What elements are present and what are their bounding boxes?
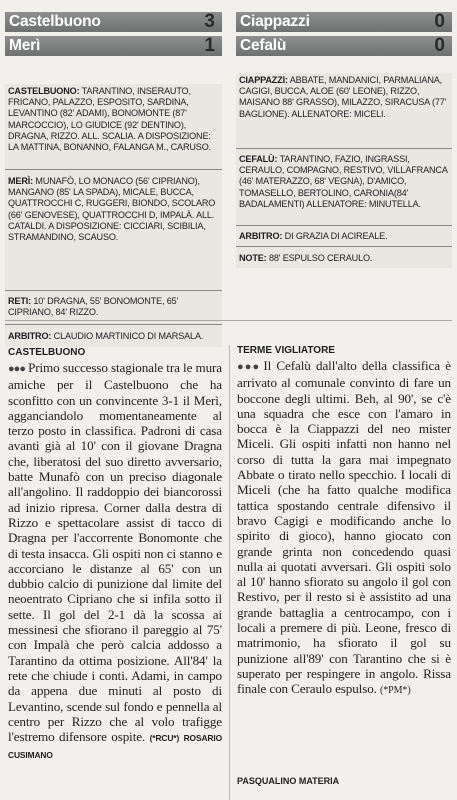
article-location: TERME VIGLIATORE	[237, 345, 335, 356]
home-score-row	[236, 12, 452, 33]
referee-label: ARBITRO:	[239, 231, 283, 241]
home-lineup-box	[236, 73, 452, 148]
home-team-name: Castelbuono	[9, 13, 101, 30]
article-location: CASTELBUONO	[8, 347, 86, 358]
away-team-name: Cefalù	[240, 37, 287, 54]
referee-text: CLAUDIO MARTINICO DI MARSALA.	[53, 331, 204, 341]
away-lineup-box	[236, 149, 452, 225]
left-article-body	[8, 360, 222, 764]
lineup-text: TARANTINO, INSERAUTO, FRICANO, PALAZZO, ESPOSITO, SARDINA, LEVANTINO (82' ADAMI), BONOMONTE (87' MARCOCCIO), LO GIUDICE (92' DENTINO), DRAGNA, RIZZO. ALL. SCALIA. A DISPOSIZIONE: LA MATTINA, BONANNO, FALANGA M., CARUSO.	[8, 86, 212, 153]
home-score-row	[5, 12, 222, 33]
referee-box	[236, 226, 452, 246]
home-lineup-box	[5, 84, 222, 169]
bullet-dots-icon: ●●●	[237, 361, 261, 373]
article-author: PASQUALINO MATERIA	[237, 776, 340, 786]
home-team-name: Ciappazzi	[240, 13, 310, 30]
referee-label: ARBITRO:	[8, 331, 52, 341]
section-divider	[5, 320, 452, 321]
away-score-row	[236, 36, 452, 57]
article-text: Il Cefalù dall'alto della classifica è arrivato al comunale convinto di fare un boccone degli ultimi. Beh, al 90', se c'è una squadra che esce con l'amaro in bocca è la Ciappazzi del neo mister Miceli. Gli ospiti infatti non hanno nel corso di tutta la gara mai impegnato Abbate o tirato nello specchio. I locali di Miceli (che ha fatto qualche modifica tattica spostando centrale difensivo il bravo Cagigi e modificando anche lo spirito di gioco), hanno giocato con grande grinta non concedendo quasi nulla ai quotati avversari. Gli ospiti solo al 10' hanno sfiorato su angolo il gol con Restivo, per il resto si è assistito ad una grande battaglia a centrocampo, con i locali a premere di più. Leone, fresco di matrimonio, ha sfiorato il gol su punizione all'89' con Tarantino che si è superato per respingere in angolo. Rissa finale con Ceraulo espulso.	[237, 358, 451, 697]
away-team-score: 1	[204, 35, 215, 56]
lineup-label: CASTELBUONO:	[8, 86, 80, 96]
article-author: ROSARIO CUSIMANO	[8, 733, 222, 761]
lineup-label: CEFALÙ:	[239, 154, 278, 164]
lineup-label: MERÌ:	[8, 176, 34, 186]
notes-text: 88' ESPULSO CERAULO.	[268, 253, 373, 263]
away-score-row	[5, 36, 222, 57]
away-lineup-box	[5, 170, 222, 290]
goals-text: 10' DRAGNA, 55' BONOMONTE, 65' CIPRIANO, 84' RIZZO.	[8, 296, 179, 318]
lineup-text: ABBATE, MANDANICI, PARMALIANA, CAGIGI, BUCCA, ALOE (60' LEONE), RIZZO, MAISANO 88' GRASSO), MILAZZO, SIRACUSA (77' BAGLIONE). ALLENATORE: MICELI.	[239, 75, 447, 119]
away-team-score: 0	[434, 35, 445, 56]
column-divider	[229, 345, 230, 800]
goals-label: RETI:	[8, 296, 31, 306]
lineup-label: CIAPPAZZI:	[239, 75, 288, 85]
article-tag: (*PM*)	[380, 685, 411, 697]
notes-label: NOTE:	[239, 253, 267, 263]
right-article-body	[237, 358, 451, 699]
lineup-text: TARANTINO, FAZIO, INGRASSI, CERAULO, COMPAGNO, RESTIVO, VILLAFRANCA (46' MATERAZZO, 68' VEGNA), D'AMICO, TOMASELLO, BERTOLINO, CARONIA(84' BADALAMENTI) ALLENATORE: MINUTELLA.	[239, 154, 448, 209]
away-team-name: Merì	[9, 37, 41, 54]
right-match-column	[236, 0, 452, 268]
home-team-score: 3	[204, 11, 215, 32]
article-text: Primo successo stagionale tra le mura amiche per il Castelbuono che ha sconfitto con un convincente 3-1 il Merì, agganciandolo momentaneamente al terzo posto in classifica. Padroni di casa avanti già al 10' con il giovane Dragna che, liberatosi del suo diretto avversario, batte Munafò con un preciso diagonale all'angolino. Il raddoppio dei biancorossi ad inizio ripresa. Corner dalla destra di Rizzo e spettacolare assist di tacco di Dragna per l'accorrente Bonomonte che di testa insacca. Gli ospiti non ci stanno e accorciano le distanze al 65' con un dubbio calcio di punizione dal limite del neoentrato Cipriano che si infila sotto il sette. Il gol del 2-1 dà la scossa ai messinesi che sfiorano il pareggio al 75' con Impalà che però calcia addosso a Tarantino da ottima posizione. All'84' la rete che chiude i conti. Adami, in campo da appena due minuti al posto di Levantino, scende sul fondo e pennella al centro per Rizzo che al volo trafigge l'estremo difensore ospite.	[8, 360, 223, 745]
lineup-text: MUNAFÒ, LO MONACO (56' CIPRIANO), MANGANO (85' LA SPADA), MICALE, BUCCA, QUATTROCCHI C, RUGGERI, BIONDO, SCOLARO (66' GENOVESE), QUATTROCCHI D, IMPALÀ. ALL. CATALDI. A DISPOSIZIONE: CICCIARI, SCIBILIA, STRAMANDINO, SCAUSO.	[8, 176, 216, 243]
bullet-dots-icon: ●●●	[8, 363, 26, 375]
referee-text: DI GRAZIA DI ACIREALE.	[284, 231, 388, 241]
home-team-score: 0	[434, 11, 445, 32]
referee-box	[5, 325, 222, 347]
notes-box	[236, 247, 452, 268]
article-tag: (*RCU*)	[149, 733, 180, 744]
left-match-column	[5, 0, 222, 347]
